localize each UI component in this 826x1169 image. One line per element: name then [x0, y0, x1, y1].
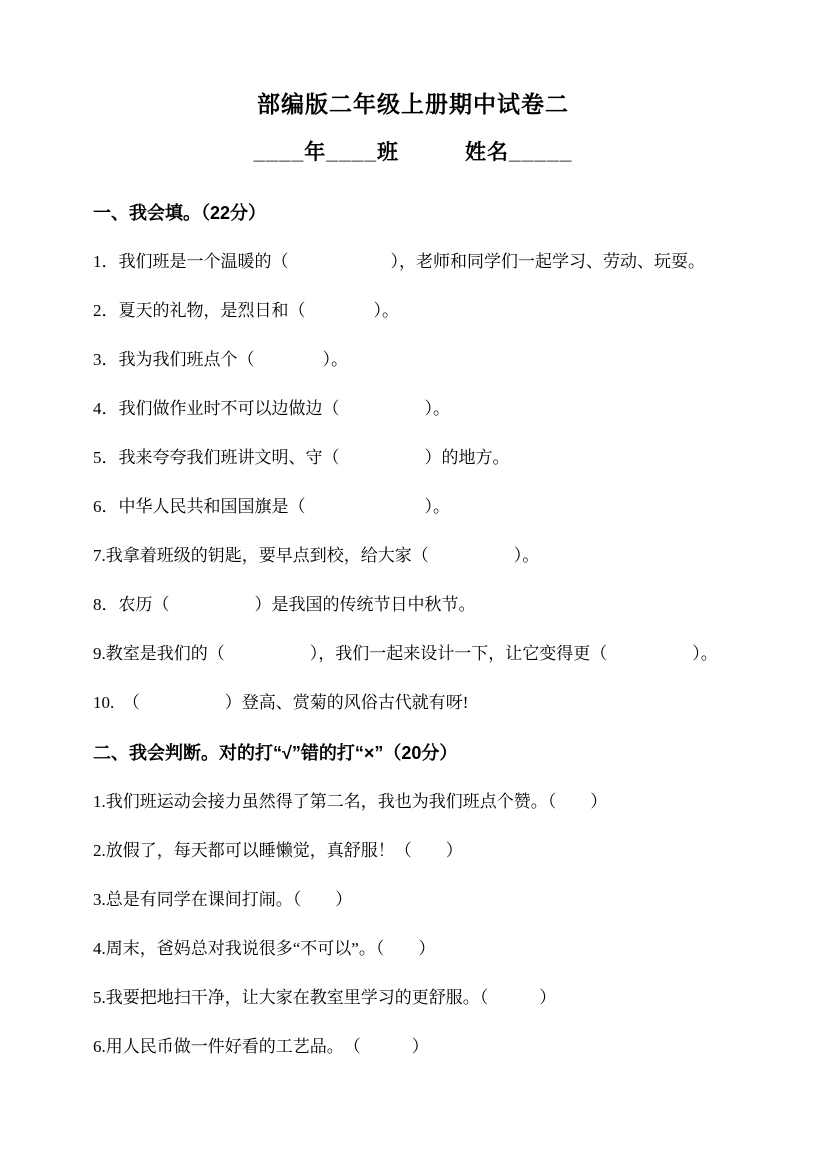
s2-question-3: 3.总是有同学在课间打闹。（ ） — [93, 890, 353, 909]
s1-question-9: 9.教室是我们的（ ），我们一起来设计一下，让它变得更（ ）。 — [93, 644, 718, 663]
s1-question-10: 10. （ ）登高、赏菊的风俗古代就有呀! — [93, 693, 469, 712]
exam-header — [0, 0, 826, 167]
s2-question-1: 1.我们班运动会接力虽然得了第二名，我也为我们班点个赞。（ ） — [93, 792, 608, 811]
page-title: 部编版二年级上册期中试卷二 — [257, 91, 569, 117]
s1-question-6: 6．中华人民共和国国旗是（ ）。 — [93, 497, 450, 516]
s1-question-2: 2．夏天的礼物，是烈日和（ ）。 — [93, 301, 399, 320]
section-fill-in-blanks — [93, 201, 776, 713]
s2-question-2: 2.放假了，每天都可以睡懒觉，真舒服！（ ） — [93, 841, 463, 860]
student-info-line: ____年____班 姓名_____ — [253, 141, 573, 164]
s1-question-4: 4．我们做作业时不可以边做边（ ）。 — [93, 399, 450, 418]
s2-question-5: 5.我要把地扫干净，让大家在教室里学习的更舒服。（ ） — [93, 988, 557, 1007]
s2-question-4: 4.周末，爸妈总对我说很多“不可以”。（ ） — [93, 939, 436, 958]
s1-question-5: 5．我来夸夸我们班讲文明、守（ ）的地方。 — [93, 448, 510, 467]
section-1-heading: 一、我会填。（22分） — [93, 203, 267, 223]
s1-question-3: 3．我为我们班点个（ ）。 — [93, 350, 348, 369]
exam-body — [0, 201, 826, 1057]
s1-question-7: 7.我拿着班级的钥匙，要早点到校，给大家（ ）。 — [93, 546, 540, 565]
s2-question-6: 6.用人民币做一件好看的工艺品。 （ ） — [93, 1037, 429, 1056]
section-true-false — [93, 741, 776, 1057]
s1-question-1: 1．我们班是一个温暖的（ ），老师和同学们一起学习、劳动、玩耍。 — [93, 252, 705, 271]
section-2-heading: 二、我会判断。对的打“√”错的打“×”（20分） — [93, 743, 458, 763]
s1-question-8: 8．农历（ ）是我国的传统节日中秋节。 — [93, 595, 476, 614]
